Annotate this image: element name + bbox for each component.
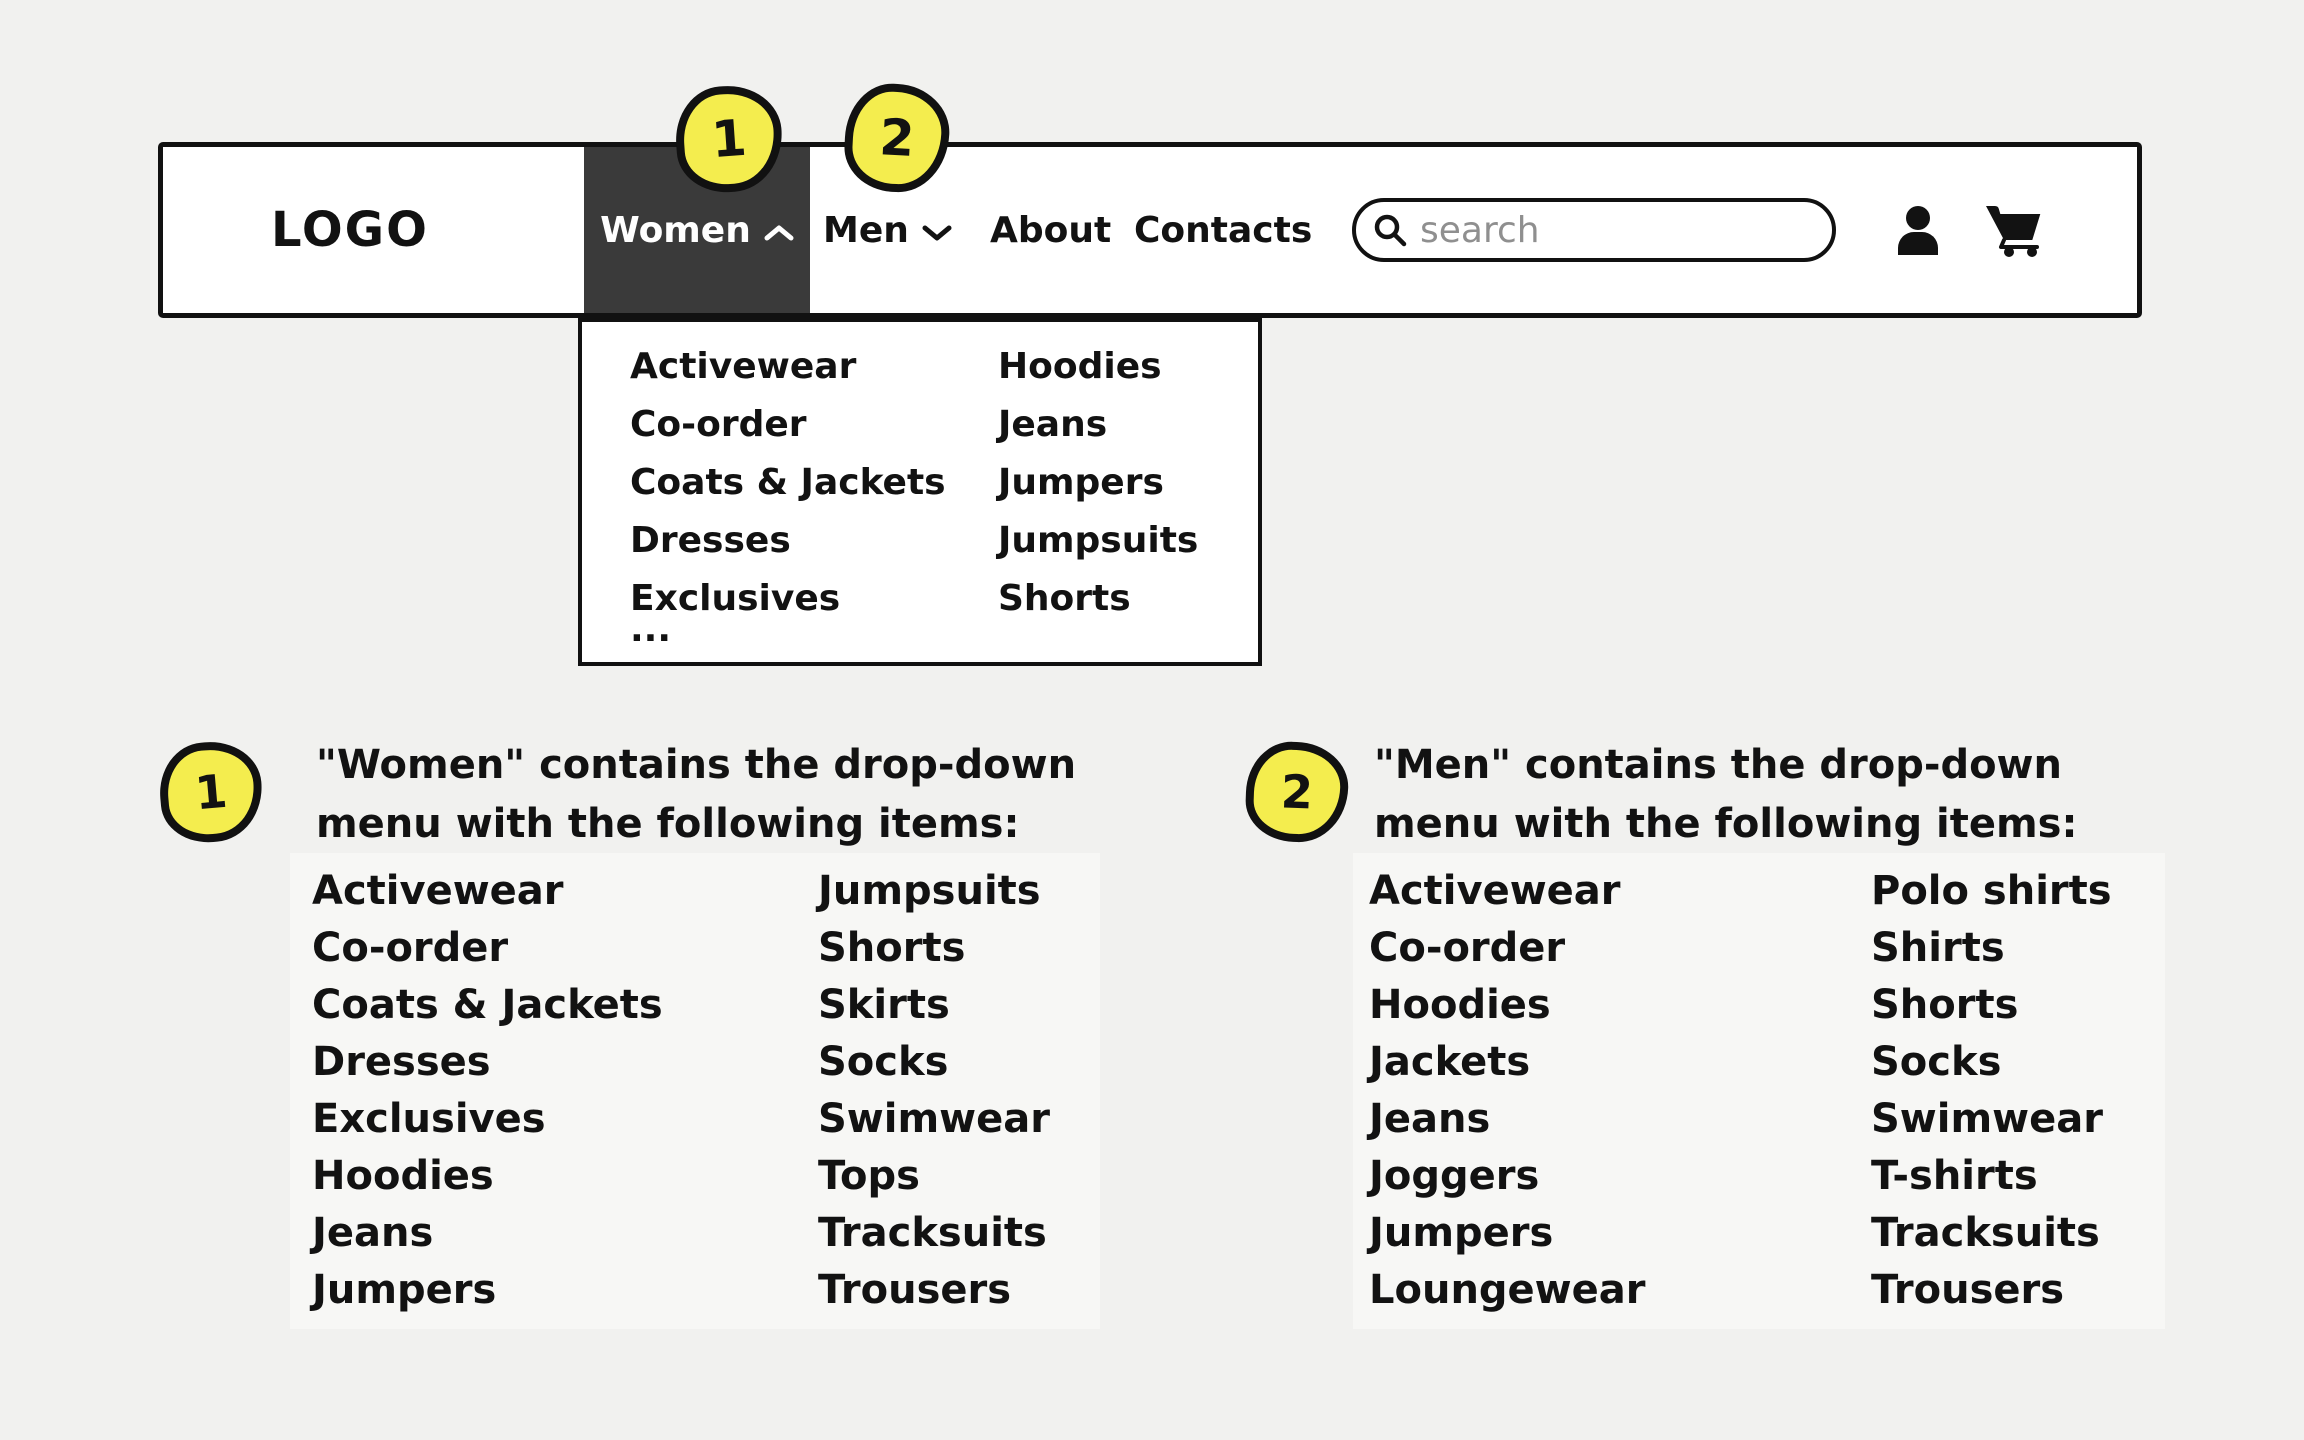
list-item: Activewear (312, 868, 564, 914)
dropdown-item[interactable]: Dresses (630, 520, 791, 561)
logo: LOGO (271, 202, 429, 258)
list-item: Coats & Jackets (312, 982, 663, 1028)
list-item: Activewear (1369, 868, 1621, 914)
list-item: Jeans (1369, 1096, 1491, 1142)
women-dropdown-menu (578, 318, 1262, 666)
dropdown-item[interactable]: Exclusives (630, 578, 841, 619)
dropdown-item[interactable]: Coats & Jackets (630, 462, 946, 503)
list-item: Hoodies (312, 1153, 494, 1199)
nav-item-contacts-label: Contacts (1134, 209, 1313, 251)
chevron-up-icon (764, 210, 794, 251)
list-item: Polo shirts (1871, 868, 2112, 914)
list-item: Joggers (1369, 1153, 1540, 1199)
annotation-1-list (290, 853, 1100, 1329)
dropdown-item[interactable]: Co-order (630, 404, 807, 445)
callout-badge-2-number: 2 (878, 108, 916, 168)
search-box[interactable] (1352, 198, 1836, 262)
list-item: Shirts (1871, 925, 2005, 971)
nav-item-men-label: Men (823, 209, 909, 251)
list-item: Exclusives (312, 1096, 546, 1142)
list-item: Jumpers (312, 1267, 497, 1313)
annotation-2-heading (1374, 736, 2077, 854)
chevron-down-icon (922, 210, 952, 251)
dropdown-item[interactable]: Jeans (998, 404, 1108, 445)
dropdown-item[interactable]: Jumpers (998, 462, 1164, 503)
annotation-2-heading-line1: "Men" contains the drop-down (1374, 742, 2062, 788)
account-button[interactable] (1895, 147, 1941, 313)
dropdown-item[interactable]: Jumpsuits (998, 520, 1199, 561)
dropdown-item[interactable]: Activewear (630, 346, 857, 387)
list-item: Shorts (1871, 982, 2019, 1028)
annotation-2-list (1353, 853, 2165, 1329)
nav-item-women-label: Women (600, 209, 751, 251)
nav-item-contacts[interactable] (1134, 147, 1312, 313)
dropdown-item[interactable]: Hoodies (998, 346, 1162, 387)
dropdown-column-2 (998, 338, 1198, 628)
list-item: Shorts (818, 925, 966, 971)
dropdown-more-item[interactable]: ... (630, 609, 672, 650)
list-item: Trousers (818, 1267, 1012, 1313)
list-item: Tracksuits (818, 1210, 1047, 1256)
user-icon (1895, 205, 1941, 255)
list-item: Co-order (1369, 925, 1566, 971)
list-item: Swimwear (818, 1096, 1050, 1142)
navbar (158, 142, 2142, 318)
list-item: Co-order (312, 925, 509, 971)
list-item: T-shirts (1871, 1153, 2038, 1199)
list-item: Tracksuits (1871, 1210, 2100, 1256)
annotation-2-number: 2 (1280, 764, 1314, 820)
search-input[interactable] (1418, 209, 1816, 252)
list-item: Dresses (312, 1039, 491, 1085)
cart-icon (1983, 203, 2043, 257)
annotation-1-number: 1 (192, 763, 230, 821)
annotation-1-heading-line2: menu with the following items: (316, 801, 1020, 847)
list-item: Hoodies (1369, 982, 1551, 1028)
annotation-1-heading-line1: "Women" contains the drop-down (316, 742, 1077, 788)
list-item: Skirts (818, 982, 950, 1028)
nav-item-about[interactable] (990, 147, 1111, 313)
annotation-1-list-column-1 (312, 863, 663, 1319)
dropdown-column-1 (630, 338, 946, 628)
nav-item-about-label: About (990, 209, 1112, 251)
list-item: Socks (818, 1039, 949, 1085)
list-item: Loungewear (1369, 1267, 1646, 1313)
callout-badge-1-number: 1 (709, 108, 749, 170)
list-item: Tops (818, 1153, 920, 1199)
annotation-2-list-column-2 (1871, 863, 2112, 1319)
list-item: Swimwear (1871, 1096, 2103, 1142)
search-icon (1372, 212, 1408, 248)
list-item: Trousers (1871, 1267, 2065, 1313)
annotation-2-marker (1244, 740, 1349, 843)
list-item: Socks (1871, 1039, 2002, 1085)
annotation-1-heading (316, 736, 1076, 854)
cart-button[interactable] (1983, 147, 2043, 313)
annotation-1-list-column-2 (818, 863, 1050, 1319)
dropdown-item[interactable]: Shorts (998, 578, 1131, 619)
annotation-2-list-column-1 (1369, 863, 1645, 1319)
annotation-1-marker (156, 738, 266, 847)
annotation-2-heading-line2: menu with the following items: (1374, 801, 2078, 847)
list-item: Jumpsuits (818, 868, 1041, 914)
list-item: Jumpers (1369, 1210, 1554, 1256)
list-item: Jackets (1369, 1039, 1531, 1085)
list-item: Jeans (312, 1210, 434, 1256)
